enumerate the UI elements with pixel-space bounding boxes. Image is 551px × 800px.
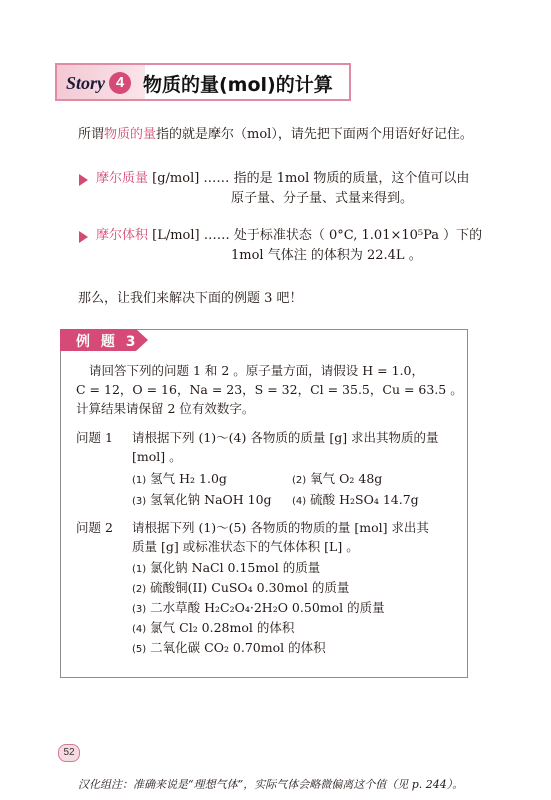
example-intro-line: C = 12，O = 16，Na = 23，S = 32，Cl = 35.5，Cu = 63.5 。 — [76, 382, 463, 397]
question-2-label: 问题 2 — [76, 520, 113, 535]
list-item: (5) 二氧化碳 CO₂ 0.70mol 的体积 — [132, 640, 326, 655]
list-item: (3) 氢氧化钠 NaOH 10g — [132, 492, 272, 507]
question-1-text: 请根据下列 (1)～(4) 各物质的质量 [g] 求出其物质的量 — [132, 430, 439, 445]
definition-molar-mass: 摩尔质量 [g/mol] …… 指的是 1mol 物质的质量，这个值可以由 — [96, 171, 470, 186]
example-intro-line: 计算结果请保留 2 位有效数字。 — [76, 401, 255, 416]
definition-molar-volume: 摩尔体积 [L/mol] …… 处于标准状态（ 0°C, 1.01×10⁵Pa ）下的 — [96, 228, 483, 243]
definition-molar-volume-cont: 1mol 气体注 的体积为 22.4L 。 — [231, 248, 422, 263]
page-number: 52 — [58, 744, 80, 762]
example-intro-line: 请回答下列的问题 1 和 2 。原子量方面，请假设 H = 1.0， — [89, 363, 424, 378]
list-item: (3) 二水草酸 H₂C₂O₄·2H₂O 0.50mol 的质量 — [132, 600, 385, 615]
question-1-label: 问题 1 — [76, 430, 113, 445]
question-2-text: 请根据下列 (1)～(5) 各物质的物质的量 [mol] 求出其 — [132, 520, 429, 535]
story-label: Story — [66, 73, 106, 93]
list-item: (2) 硫酸铜(II) CuSO₄ 0.30mol 的质量 — [132, 580, 350, 595]
story-number-badge: 4 — [109, 72, 131, 94]
list-item: (4) 硫酸 H₂SO₄ 14.7g — [292, 492, 419, 507]
example-label: 例 题 3 — [76, 334, 139, 350]
question-1-text: [mol] 。 — [132, 449, 182, 464]
page-title: 物质的量(mol)的计算 — [143, 74, 333, 96]
list-item: (1) 氢气 H₂ 1.0g — [132, 471, 227, 486]
followup-text: 那么，让我们来解决下面的例题 3 吧！ — [78, 291, 303, 306]
list-item: (1) 氯化钠 NaCl 0.15mol 的质量 — [132, 560, 321, 575]
list-item: (2) 氧气 O₂ 48g — [292, 471, 383, 486]
footnote: 汉化组注：准确来说是“理想气体”，实际气体会略微偏离这个值（见 p. 244）。 — [78, 778, 464, 791]
intro-paragraph: 所谓物质的量指的就是摩尔（mol），请先把下面两个用语好好记住。 — [78, 127, 473, 142]
bullet-triangle-icon — [79, 231, 88, 243]
highlight-term: 物质的量 — [104, 127, 157, 142]
question-2-text: 质量 [g] 或标准状态下的气体体积 [L] 。 — [132, 539, 359, 554]
definition-molar-mass-cont: 原子量、分子量、式量来得到。 — [231, 191, 414, 206]
list-item: (4) 氯气 Cl₂ 0.28mol 的体积 — [132, 620, 295, 635]
bullet-triangle-icon — [79, 174, 88, 186]
